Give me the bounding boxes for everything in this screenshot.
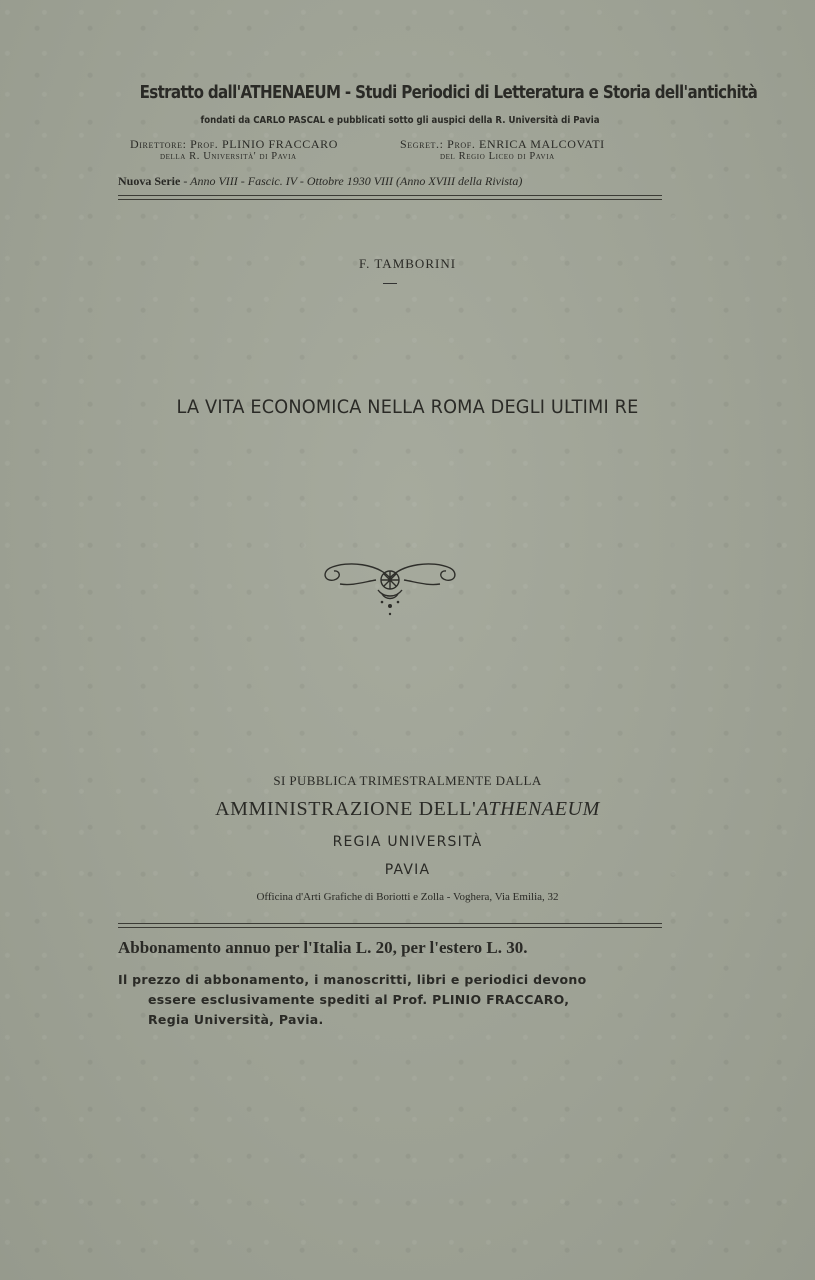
printer-line: Officina d'Arti Grafiche di Boriotti e Zolla - Voghera, Via Emilia, 32	[256, 891, 559, 903]
author-name: F. TAMBORINI	[358, 256, 457, 271]
secretary-affiliation: del Regio Liceo di Pavia	[440, 151, 555, 162]
series-details: - Anno VIII - Fascic. IV - Ottobre 1930 VIII (Anno XVIII della Rivista)	[183, 174, 523, 188]
series-label: Nuova Serie	[118, 174, 181, 188]
author-dash	[383, 283, 397, 284]
publisher-name-prefix: AMMINISTRAZIONE DELL'	[215, 798, 477, 820]
director-label: Direttore: Prof. PLINIO FRACCARO	[130, 137, 338, 151]
series-line	[118, 174, 678, 189]
subscription-line-3: essere esclusivamente spediti al Prof. PLINIO FRACCARO,	[148, 992, 570, 1007]
publisher-line-2	[0, 798, 815, 821]
subscription-line-2: Il prezzo di abbonamento, i manoscritti, libri e periodici devono	[118, 972, 587, 987]
journal-header-subtitle: fondati da CARLO PASCAL e pubblicati sotto gli auspici della R. Università di Pavia	[200, 115, 600, 126]
subscription-price: Abbonamento annuo per l'Italia L. 20, per l'estero L. 30.	[118, 938, 528, 957]
director-affiliation: della R. Università' di Pavia	[160, 151, 297, 162]
footer-rule-bottom	[118, 927, 662, 928]
floral-scroll-ornament-icon	[318, 556, 462, 620]
header-rule-top	[118, 195, 662, 196]
footer-rule-top	[118, 923, 662, 924]
publisher-line-1: SI PUBBLICA TRIMESTRALMENTE DALLA	[273, 773, 542, 788]
secretary-label: Segret.: Prof. ENRICA MALCOVATI	[400, 137, 605, 151]
publisher-line-3: REGIA UNIVERSITÀ	[332, 834, 483, 850]
publisher-name-italic: ATHENAEUM	[476, 798, 600, 820]
header-rule-bottom	[118, 199, 662, 200]
subscription-line-4: Regia Università, Pavia.	[148, 1012, 324, 1027]
journal-header-title: Estratto dall'ATHENAEUM - Studi Periodici di Letteratura e Storia dell'antichità	[139, 82, 758, 103]
article-title: LA VITA ECONOMICA NELLA ROMA DEGLI ULTIMI RE	[176, 396, 639, 418]
publisher-line-4: PAVIA	[384, 862, 431, 878]
